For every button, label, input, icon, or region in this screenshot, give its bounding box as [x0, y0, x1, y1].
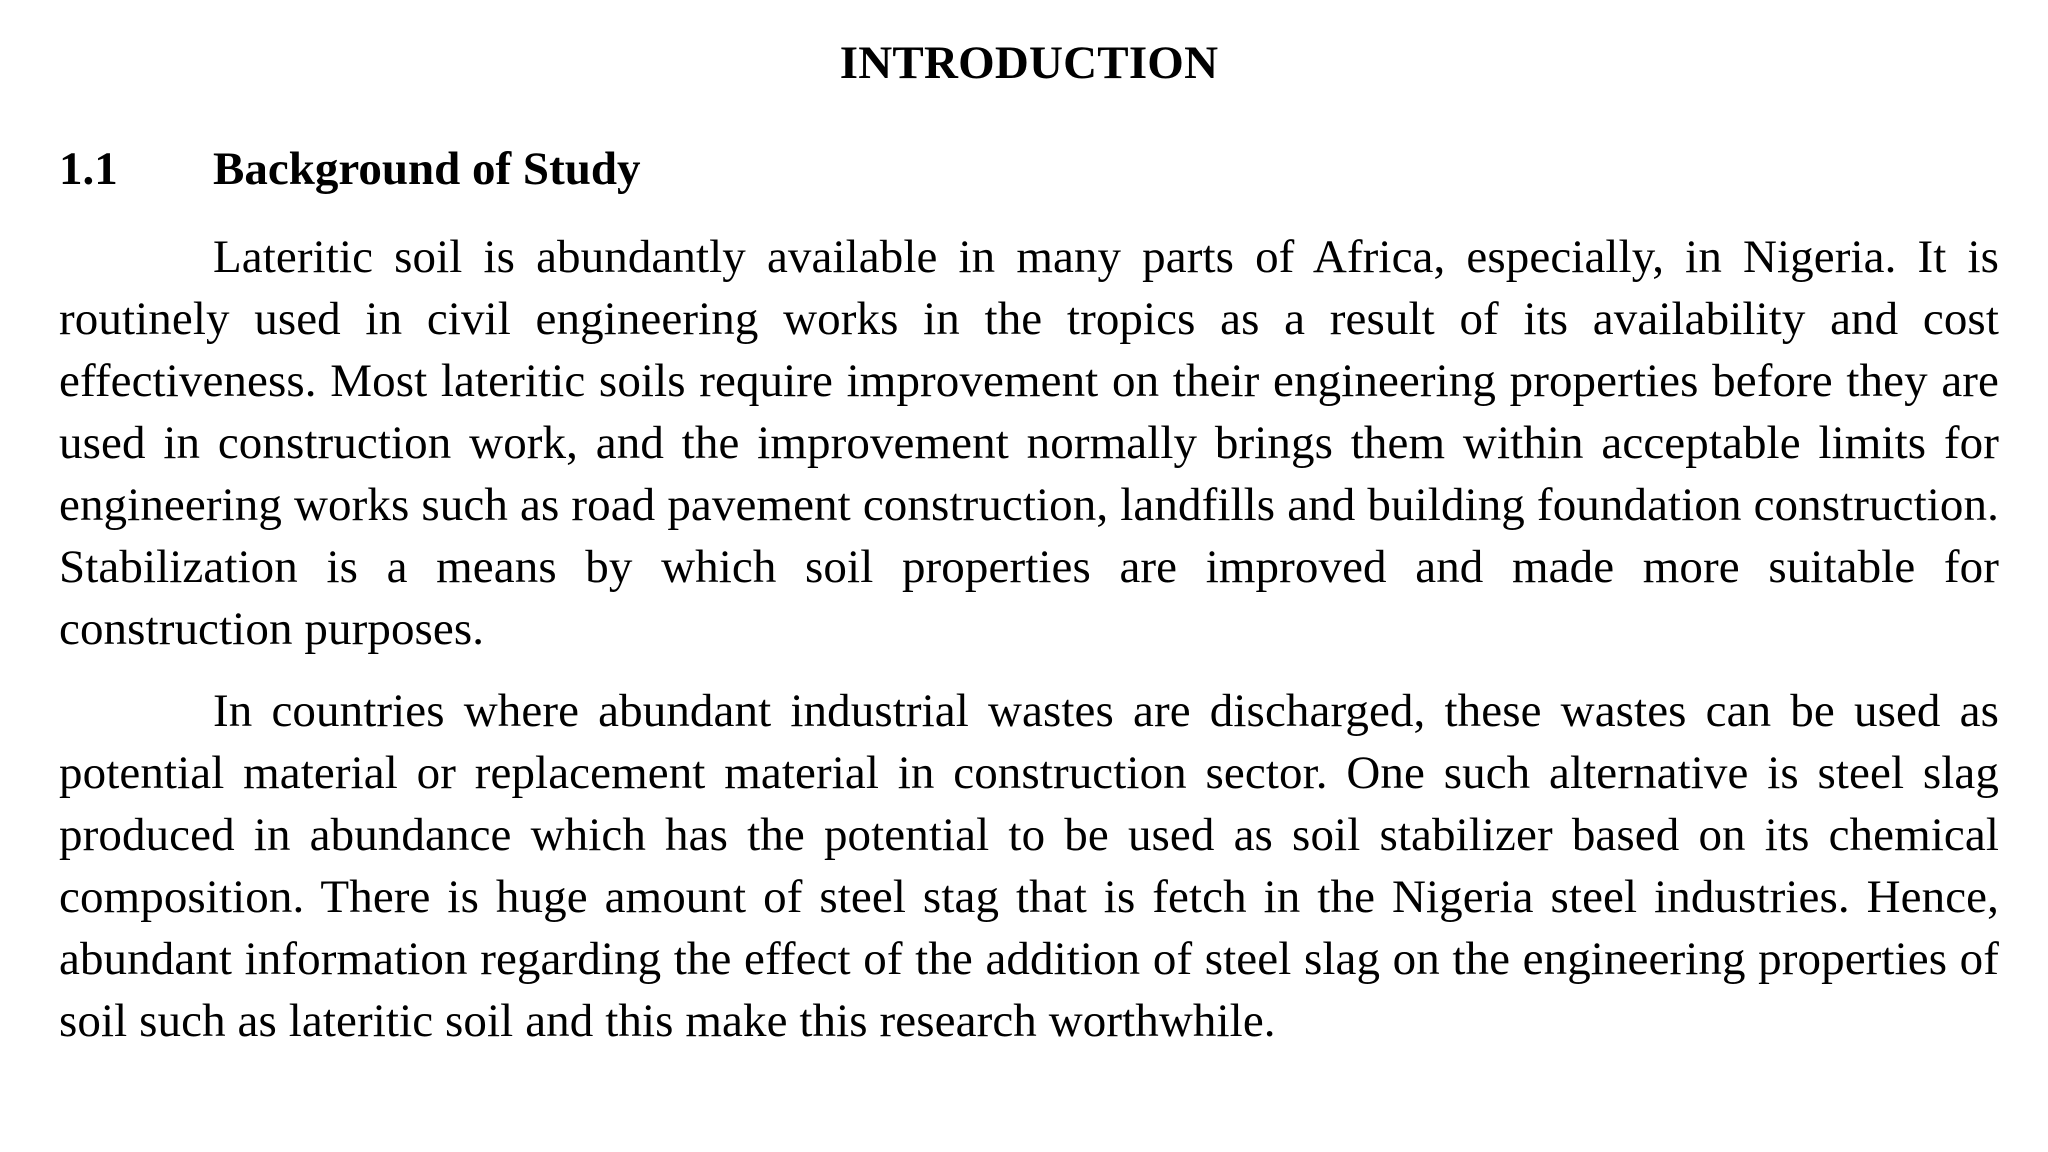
document-page	[59, 32, 1999, 1052]
chapter-title: INTRODUCTION	[839, 37, 1219, 89]
section-number: 1.1	[59, 143, 118, 195]
section-heading	[59, 138, 1999, 200]
paragraph-1: Lateritic soil is abundantly available in many parts of Africa, especially, in Nigeria. It is routinely used in civil engineering works in the tropics as a result of its availability and cost effectiveness. Most lateritic soils require improvement on their engineering properties before they are used in construction work, and the improvement normally brings them within acceptable limits for engineering works such as road pavement construction, landfills and building foundation construction. Stabilization is a means by which soil properties are improved and made more suitable for construction purposes.	[59, 231, 1999, 655]
section-title: Background of Study	[213, 143, 641, 195]
paragraph-2: In countries where abundant industrial wastes are discharged, these wastes can be used as potential material or replacement material in construction sector. One such alternative is steel slag produced in abundance which has the potential to be used as soil stabilizer based on its chemical composition. There is huge amount of steel stag that is fetch in the Nigeria steel industries. Hence, abundant information regarding the effect of the addition of steel slag on the engineering properties of soil such as lateritic soil and this make this research worthwhile.	[59, 685, 1999, 1047]
